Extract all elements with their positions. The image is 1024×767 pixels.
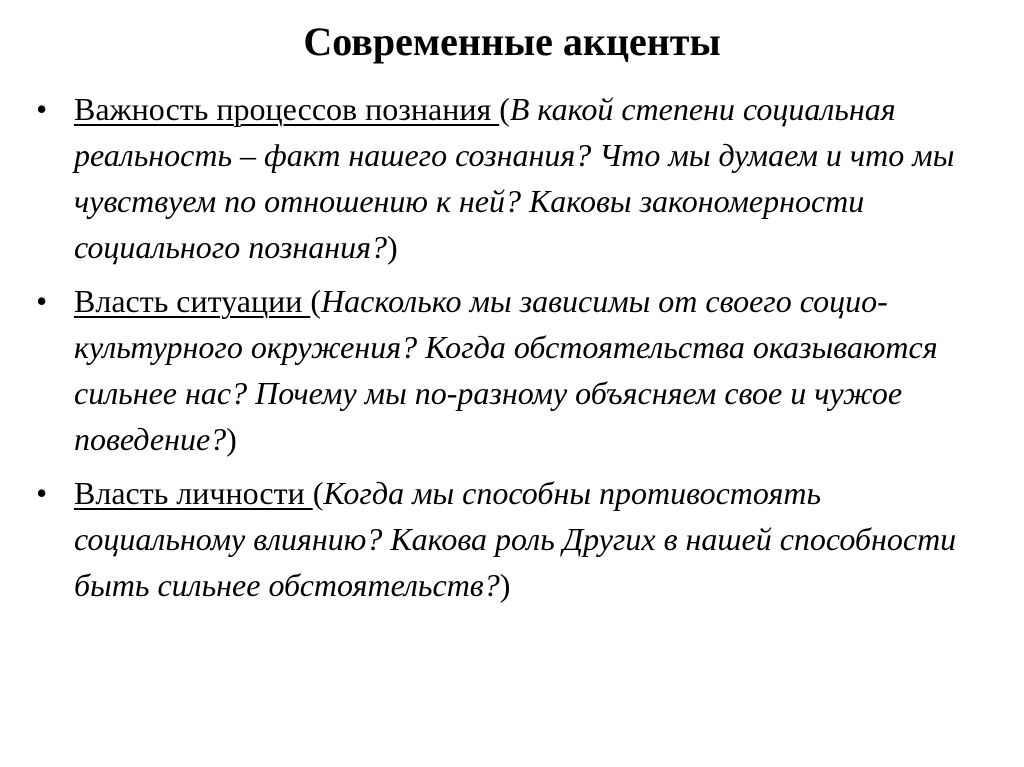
bullet-close-paren: ): [386, 229, 398, 265]
bullet-open-paren: (: [312, 475, 324, 511]
list-item: [36, 278, 986, 462]
bullet-question: Когда мы способны противостоять социальному влиянию? Какова роль Других в нашей способности быть сильнее обстоятельств?: [74, 475, 957, 603]
bullet-marker: •: [36, 91, 48, 127]
list-item: [36, 86, 986, 270]
bullet-close-paren: ): [499, 567, 511, 603]
bullet-close-paren: ): [226, 421, 237, 457]
bullet-question: В какой степени социальная реальность – факт нашего сознания? Что мы думаем и что мы чувствуем по отношению к ней? Каковы закономерности социального познания?: [74, 91, 955, 265]
bullet-term: Власть ситуации: [74, 283, 311, 319]
slide-title: Современные акценты: [303, 19, 721, 64]
bullet-term: Важность процессов познания: [74, 91, 500, 127]
bullet-marker: •: [36, 283, 48, 319]
bullet-marker: •: [36, 475, 48, 511]
list-item: [36, 470, 986, 608]
bullet-term: Власть личности: [74, 475, 313, 511]
bullet-open-paren: (: [310, 283, 321, 319]
bullet-question: Насколько мы зависимы от своего социо-культурного окружения? Когда обстоятельства оказываются сильнее нас? Почему мы по-разному объясняем свое и чужое поведение?: [74, 283, 938, 457]
bullet-open-paren: (: [499, 91, 510, 127]
bullet-list: [36, 86, 986, 616]
